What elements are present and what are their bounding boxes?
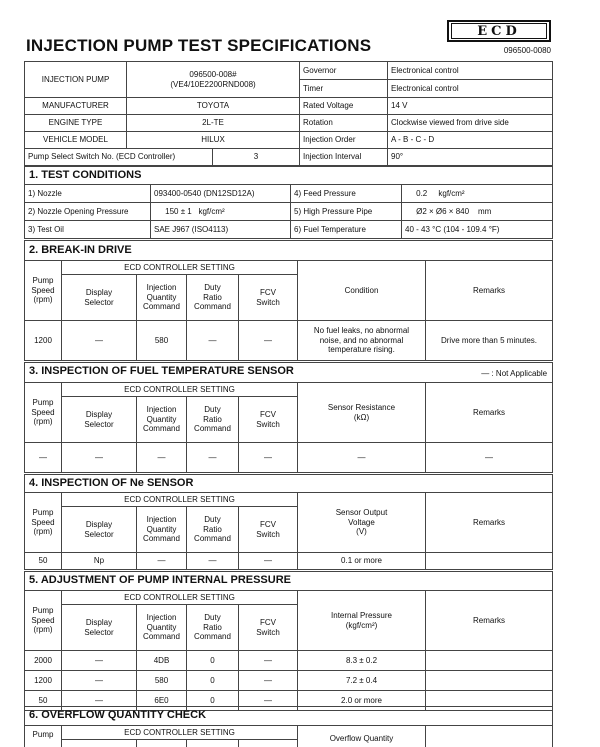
manufacturer-label: MANUFACTURER xyxy=(25,98,127,115)
pump-speed-header: Pump Speed (rpm) xyxy=(25,493,62,553)
rated-voltage-label: Rated Voltage xyxy=(300,98,388,115)
spec-table xyxy=(24,61,553,166)
pump-select-value: 3 xyxy=(213,149,300,166)
quantity-cell: 580 xyxy=(137,671,187,691)
high-pressure-pipe-dims: Ø2 × Ø6 × 840 xyxy=(416,206,470,216)
table-row xyxy=(25,671,553,691)
pump-select-label: Pump Select Switch No. (ECD Controller) xyxy=(25,149,213,166)
duty-cell: 0 xyxy=(187,651,239,671)
remarks-header xyxy=(426,726,553,747)
section-title: 3. INSPECTION OF FUEL TEMPERATURE SENSOR — : Not Applicable xyxy=(25,363,553,383)
duty-cell: 0 xyxy=(187,671,239,691)
manufacturer-value: TOYOTA xyxy=(127,98,300,115)
display-cell: — xyxy=(62,671,137,691)
speed-cell: — xyxy=(25,443,62,473)
page-title: INJECTION PUMP TEST SPECIFICATIONS xyxy=(26,36,372,55)
remarks-header: Remarks xyxy=(426,383,553,443)
pressure-cell: 8.3 ± 0.2 xyxy=(298,651,426,671)
table-row xyxy=(25,321,553,361)
duty-cell: — xyxy=(187,553,239,570)
not-applicable-note: — : Not Applicable xyxy=(481,368,548,378)
display-cell: — xyxy=(62,691,137,711)
feed-pressure-unit: kgf/cm² xyxy=(438,188,465,198)
display-selector-header: Display Selector xyxy=(62,605,137,651)
pump-speed-header: Pump Speed (rpm) xyxy=(25,383,62,443)
nozzle-value: 093400-0540 (DN12SD12A) xyxy=(151,185,291,203)
fcv-switch-header xyxy=(239,740,298,747)
rotation-label: Rotation xyxy=(300,115,388,132)
injection-order-value: A - B - C - D xyxy=(388,132,553,149)
fcv-switch-header: FCV Switch xyxy=(239,507,298,553)
pump-speed-header: Pump Speed (rpm) xyxy=(25,261,62,321)
section-internal-pressure xyxy=(24,571,553,711)
test-oil-label: 3) Test Oil xyxy=(25,221,151,239)
display-cell: — xyxy=(62,321,137,361)
fcv-cell: — xyxy=(239,553,298,570)
vehicle-model-label: VEHICLE MODEL xyxy=(25,132,127,149)
governor-label: Governor xyxy=(300,62,388,80)
injection-quantity-header: Injection Quantity Command xyxy=(137,605,187,651)
quantity-cell: 6E0 xyxy=(137,691,187,711)
section-break-in-drive xyxy=(24,240,553,361)
display-selector-header xyxy=(62,740,137,747)
feed-pressure-value xyxy=(402,185,553,203)
injection-quantity-header xyxy=(137,740,187,747)
section-title: 5. ADJUSTMENT OF PUMP INTERNAL PRESSURE xyxy=(25,572,553,591)
engine-type-value: 2L-TE xyxy=(127,115,300,132)
quantity-cell: 580 xyxy=(137,321,187,361)
duty-ratio-header: Duty Ratio Command xyxy=(187,507,239,553)
speed-cell: 50 xyxy=(25,553,62,570)
remarks-cell: — xyxy=(426,443,553,473)
duty-ratio-header: Duty Ratio Command xyxy=(187,397,239,443)
condition-cell: No fuel leaks, no abnormal noise, and no abnormal temperature rising. xyxy=(298,321,426,361)
fcv-cell: — xyxy=(239,321,298,361)
display-selector-header: Display Selector xyxy=(62,275,137,321)
duty-cell: — xyxy=(187,321,239,361)
duty-cell: — xyxy=(187,443,239,473)
condition-header: Condition xyxy=(298,261,426,321)
speed-cell: 1200 xyxy=(25,671,62,691)
duty-ratio-header xyxy=(187,740,239,747)
display-selector-header: Display Selector xyxy=(62,397,137,443)
duty-cell: 0 xyxy=(187,691,239,711)
high-pressure-pipe-unit: mm xyxy=(477,206,492,216)
section-title: 2. BREAK-IN DRIVE xyxy=(25,241,553,261)
rotation-value: Clockwise viewed from drive side xyxy=(388,115,553,132)
governor-value: Electronical control xyxy=(388,62,553,80)
section-title: 6. OVERFLOW QUANTITY CHECK xyxy=(25,707,553,726)
ecd-setting-header: ECD CONTROLLER SETTING xyxy=(62,493,298,507)
pump-speed-header: Pump xyxy=(25,726,62,747)
timer-label: Timer xyxy=(300,80,388,98)
feed-pressure-number: 0.2 xyxy=(416,188,428,198)
fcv-cell: — xyxy=(239,443,298,473)
remarks-header: Remarks xyxy=(426,493,553,553)
high-pressure-pipe-value xyxy=(402,203,553,221)
fcv-cell: — xyxy=(239,671,298,691)
internal-pressure-table xyxy=(24,571,553,711)
injection-quantity-header: Injection Quantity Command xyxy=(137,397,187,443)
fcv-switch-header: FCV Switch xyxy=(239,275,298,321)
ecd-logo xyxy=(447,20,551,42)
nozzle-opening-value xyxy=(151,203,291,221)
overflow-quantity-header: Overflow Quantity xyxy=(298,726,426,747)
pressure-cell: 7.2 ± 0.4 xyxy=(298,671,426,691)
table-row xyxy=(25,443,553,473)
section-fuel-temp-sensor xyxy=(24,362,553,473)
nozzle-opening-unit: kgf/cm² xyxy=(198,206,225,216)
quantity-cell: — xyxy=(137,553,187,570)
pressure-cell: 2.0 or more xyxy=(298,691,426,711)
section-test-conditions xyxy=(24,166,553,239)
table-row xyxy=(25,651,553,671)
speed-cell: 1200 xyxy=(25,321,62,361)
display-selector-header: Display Selector xyxy=(62,507,137,553)
fuel-temp-table xyxy=(24,362,553,473)
ecd-logo-text: ECD xyxy=(477,23,521,39)
remarks-header: Remarks xyxy=(426,261,553,321)
injection-quantity-header: Injection Quantity Command xyxy=(137,275,187,321)
section-overflow-quantity xyxy=(24,706,553,747)
fuel-temperature-value: 40 - 43 °C (104 - 109.4 °F) xyxy=(402,221,553,239)
test-conditions-table xyxy=(24,166,553,239)
ecd-setting-header: ECD CONTROLLER SETTING xyxy=(62,591,298,605)
nozzle-label: 1) Nozzle xyxy=(25,185,151,203)
display-cell: — xyxy=(62,443,137,473)
break-in-table xyxy=(24,240,553,361)
display-cell: Np xyxy=(62,553,137,570)
fcv-cell: — xyxy=(239,651,298,671)
document-number: 096500-0080 xyxy=(503,46,551,55)
nozzle-opening-label: 2) Nozzle Opening Pressure xyxy=(25,203,151,221)
timer-value: Electronical control xyxy=(388,80,553,98)
injection-interval-label: Injection Interval xyxy=(300,149,388,166)
sensor-resistance-header: Sensor Resistance (kΩ) xyxy=(298,383,426,443)
engine-type-label: ENGINE TYPE xyxy=(25,115,127,132)
table-row xyxy=(25,553,553,570)
remarks-cell: Drive more than 5 minutes. xyxy=(426,321,553,361)
remarks-cell xyxy=(426,553,553,570)
high-pressure-pipe-label: 5) High Pressure Pipe xyxy=(291,203,402,221)
fcv-switch-header: FCV Switch xyxy=(239,397,298,443)
spec-block xyxy=(24,61,553,166)
injection-order-label: Injection Order xyxy=(300,132,388,149)
remarks-header: Remarks xyxy=(426,591,553,651)
fcv-cell: — xyxy=(239,691,298,711)
pump-speed-header: Pump Speed (rpm) xyxy=(25,591,62,651)
injection-pump-model: (VE4/10E2200RND008) xyxy=(170,79,256,89)
fuel-temperature-label: 6) Fuel Temperature xyxy=(291,221,402,239)
overflow-table xyxy=(24,706,553,747)
duty-ratio-header: Duty Ratio Command xyxy=(187,275,239,321)
quantity-cell: — xyxy=(137,443,187,473)
ecd-setting-header: ECD CONTROLLER SETTING xyxy=(62,261,298,275)
ecd-setting-header: ECD CONTROLLER SETTING xyxy=(62,383,298,397)
nozzle-opening-number: 150 ± 1 xyxy=(165,206,192,216)
speed-cell: 2000 xyxy=(25,651,62,671)
remarks-cell xyxy=(426,651,553,671)
speed-cell: 50 xyxy=(25,691,62,711)
resistance-cell: — xyxy=(298,443,426,473)
spec-sheet xyxy=(24,0,552,747)
fcv-switch-header: FCV Switch xyxy=(239,605,298,651)
rated-voltage-value: 14 V xyxy=(388,98,553,115)
section-title: 1. TEST CONDITIONS xyxy=(25,167,553,185)
section-title: 4. INSPECTION OF Ne SENSOR xyxy=(25,475,553,493)
test-oil-value: SAE J967 (ISO4113) xyxy=(151,221,291,239)
injection-interval-value: 90° xyxy=(388,149,553,166)
feed-pressure-label: 4) Feed Pressure xyxy=(291,185,402,203)
display-cell: — xyxy=(62,651,137,671)
vehicle-model-value: HILUX xyxy=(127,132,300,149)
remarks-cell xyxy=(426,671,553,691)
injection-pump-value xyxy=(127,62,300,98)
injection-pump-part-number: 096500-008# xyxy=(189,70,237,79)
quantity-cell: 4DB xyxy=(137,651,187,671)
sensor-output-header: Sensor Output Voltage (V) xyxy=(298,493,426,553)
ne-sensor-table xyxy=(24,474,553,570)
ecd-setting-header: ECD CONTROLLER SETTING xyxy=(62,726,298,740)
internal-pressure-header: Internal Pressure (kgf/cm²) xyxy=(298,591,426,651)
duty-ratio-header: Duty Ratio Command xyxy=(187,605,239,651)
voltage-cell: 0.1 or more xyxy=(298,553,426,570)
injection-pump-label: INJECTION PUMP xyxy=(25,62,127,98)
injection-quantity-header: Injection Quantity Command xyxy=(137,507,187,553)
section-ne-sensor xyxy=(24,474,553,570)
